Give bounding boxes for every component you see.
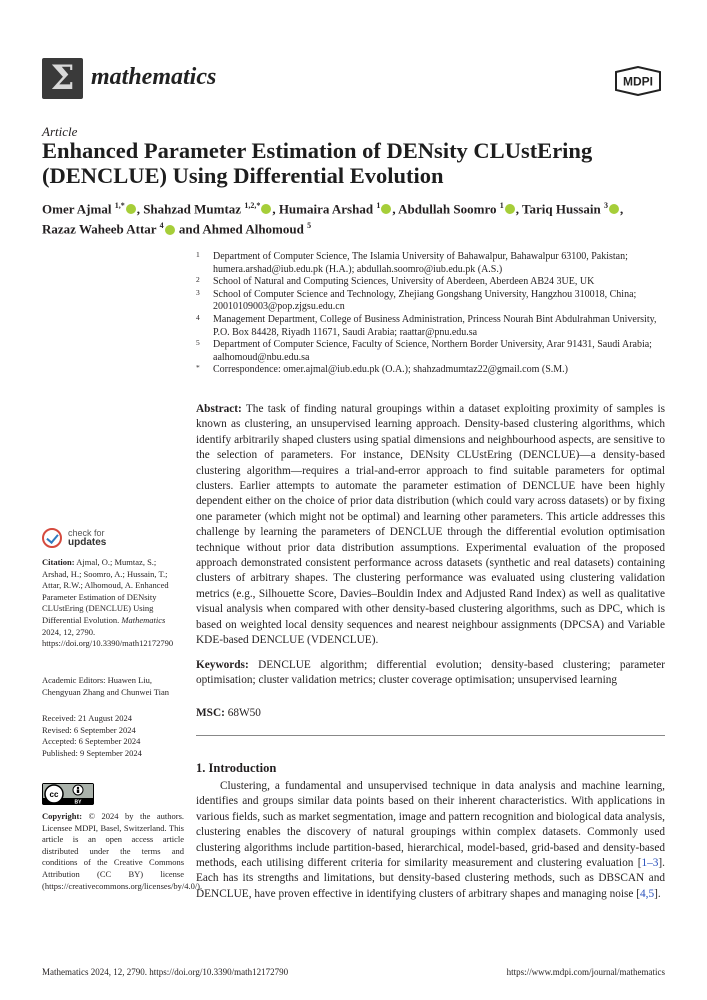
orcid-icon[interactable] [126,204,136,214]
received-date: Received: 21 August 2024 [42,713,132,723]
revised-date: Revised: 6 September 2024 [42,724,136,735]
author: and Ahmed Alhomoud [178,221,304,237]
author: Razaz Waheeb Attar [42,221,157,237]
mdpi-logo-text: MDPI [623,74,653,89]
citation-block: Citation: Ajmal, O.; Mumtaz, S.; Arshad, H.; Soomro, A.; Hussain, T.; Attar, R.W.; Alhomoud, A. Enhanced Parameter Estimation of DENsity CLUstEring (DENCLUE) Using Differential Evolution. Mathematics 2024, 12, 2790. https://doi.org/10.3390/math12172790 [42,557,174,649]
keywords-label: Keywords: [196,659,249,671]
affiliation: 1 Department of Computer Science, The Islamia University of Bahawalpur, Bahawalpur 63100, Pakistan; humera.arshad@iub.edu.pk (H.A.); abdullah.soomro@iub.edu.pk (A.S.) [196,250,628,275]
article-type: Article [42,124,78,139]
footer-citation: Mathematics 2024, 12, 2790. https://doi.org/10.3390/math12172790 [42,967,289,977]
affiliation: 5 Department of Computer Science, Faculty of Science, Northern Border University, Arar 91431, Saudi Arabia; aalhomoud@nbu.edu.sa [196,338,652,363]
citation-link[interactable]: 4,5 [640,887,655,900]
journal-name: mathematics [91,64,217,90]
cc-by-license-icon[interactable] [42,783,94,805]
author: Omer Ajmal [42,201,112,217]
orcid-icon[interactable] [165,225,175,235]
dates-block [42,713,184,759]
check-for-updates-button[interactable]: check for updates [42,527,152,551]
orcid-icon[interactable] [381,204,391,214]
introduction-text: Clustering, a fundamental and unsupervised technique in data analysis and machine learning, identifies and groups similar data points based on their inherent characteristics. With applications in various fields, such as market segmentation, image and pattern recognition and biological data analysis, clustering enables the discovery of natural groupings within complex datasets. Commonly used clustering algorithms include partition-based, hierarchical, model-based, grid-based and density-based methods, each utilising different criteria for similarity measurement and clustering evaluation [1–3]. Each has its strengths and limitations, but density-based clustering methods, such as DBSCAN and DENCLUE, have proven effective in identifying clusters of arbitrary shapes and managing noise [4,5]. [196,780,665,900]
orcid-icon[interactable] [261,204,271,214]
sigma-icon: Σ [50,58,75,98]
affiliation: 3 School of Computer Science and Technology, Zhejiang Gongshang University, Hangzhou 310018, China; 20010109003@pop.zjgsu.edu.cn [196,287,637,313]
mdpi-logo [612,66,664,96]
abstract: Abstract: The task of finding natural groupings within a dataset exploiting proximity of samples is known as clustering, an unsupervised learning approach. Density-based clustering algorithms, which identify arbitrarily shaped clusters using spatial dimensions and neighbourhood aspects, are sensitive to the selection of parameters. For instance, DENsity CLUstEring (DENCLUE)—a density-based clustering algorithm—requires a trial-and-error approach to find suitable parameters for optimal clusters. Earlier attempts to automate the parameter estimation of DENCLUE have been highly dependent either on the choice of prior data distribution (which could vary across datasets) or by fixing one parameter (which might not be optimal) and learning other parameters. This article addresses this challenge by learning the parameters of DENCLUE through the differential evolution optimisation technique without prior data distribution assumptions. Experimental evaluation of the proposed approach demonstrated consistent performance across datasets (synthetic and real datasets) containing clusters of arbitrary shapes. The clustering performance was evaluated using clustering validation metrics (e.g., Silhouette Score, Davies–Bouldin Index and Adjusted Rand Index) as well as qualitative visual analysis when compared with other density-based clustering algorithms, such as DPC, which is based on weighted local density sequences and nearest neighbour assignments (DPCSA) and Variable KDE-based DENCLUE (VDENCLUE). [196,403,666,647]
accepted-date: Accepted: 6 September 2024 [42,736,141,747]
author: Humaira Arshad [278,201,374,217]
published-date: Published: 9 September 2024 [42,747,142,758]
orcid-icon[interactable] [609,204,619,214]
section-divider [196,735,665,736]
section-heading: 1. Introduction [196,761,277,775]
check-updates-icon [42,528,62,548]
abstract-label: Abstract: [196,403,242,415]
svg-text:BY: BY [74,799,82,805]
author: Tariq Hussain [522,201,601,217]
correspondence: * Correspondence: omer.ajmal@iub.edu.pk (O.A.); shahzadmumtaz22@gmail.com (S.M.) [196,363,568,376]
citation-link[interactable]: 1–3 [641,857,659,870]
affiliation: 2 School of Natural and Computing Sciences, University of Aberdeen, Aberdeen AB24 3UE, UK [196,275,595,288]
affiliations [196,251,666,377]
author: Abdullah Soomro [398,201,497,217]
author-list: Omer Ajmal $^{1,*}$ , Shahzad Mumtaz $^{1,2,*}$ , Humaira Arshad $^1$ , Abdullah Soomro $^1$ , Tariq Hussain $^3$ , Razaz Waheeb Attar $^4$ and Ahmed Alhomoud $^5$ [42,201,624,237]
orcid-icon[interactable] [505,204,515,214]
msc-label: MSC: [196,707,225,719]
affiliation: 4 Management Department, College of Business Administration, Princess Nourah Bint Abdulrahman University, P.O. Box 84428, Riyadh 11671, Saudi Arabia; raattar@pnu.edu.sa [196,312,657,338]
keywords: Keywords: DENCLUE algorithm; differential evolution; density-based clustering; parameter optimisation; cluster validation metrics; cluster coverage optimisation; unsupervised learning [196,659,666,687]
author: Shahzad Mumtaz [143,201,242,217]
article-title: Enhanced Parameter Estimation of DENsity CLUstEring (DENCLUE) Using Differential Evolution [42,138,593,188]
copyright-notice: Copyright: © 2024 by the authors. Licensee MDPI, Basel, Switzerland. This article is an open access article distributed under the terms and conditions of the Creative Commons Attribution (CC BY) license (https://creativecommons.org/licenses/by/4.0/). [42,811,203,891]
msc: MSC: 68W50 [196,707,261,719]
journal-logo [42,58,83,99]
footer-journal-url[interactable]: https://www.mdpi.com/journal/mathematics [506,967,665,977]
academic-editors: Academic Editors: Huawen Liu, Chengyuan Zhang and Chunwei Tian [42,675,170,697]
svg-text:cc: cc [49,790,59,799]
